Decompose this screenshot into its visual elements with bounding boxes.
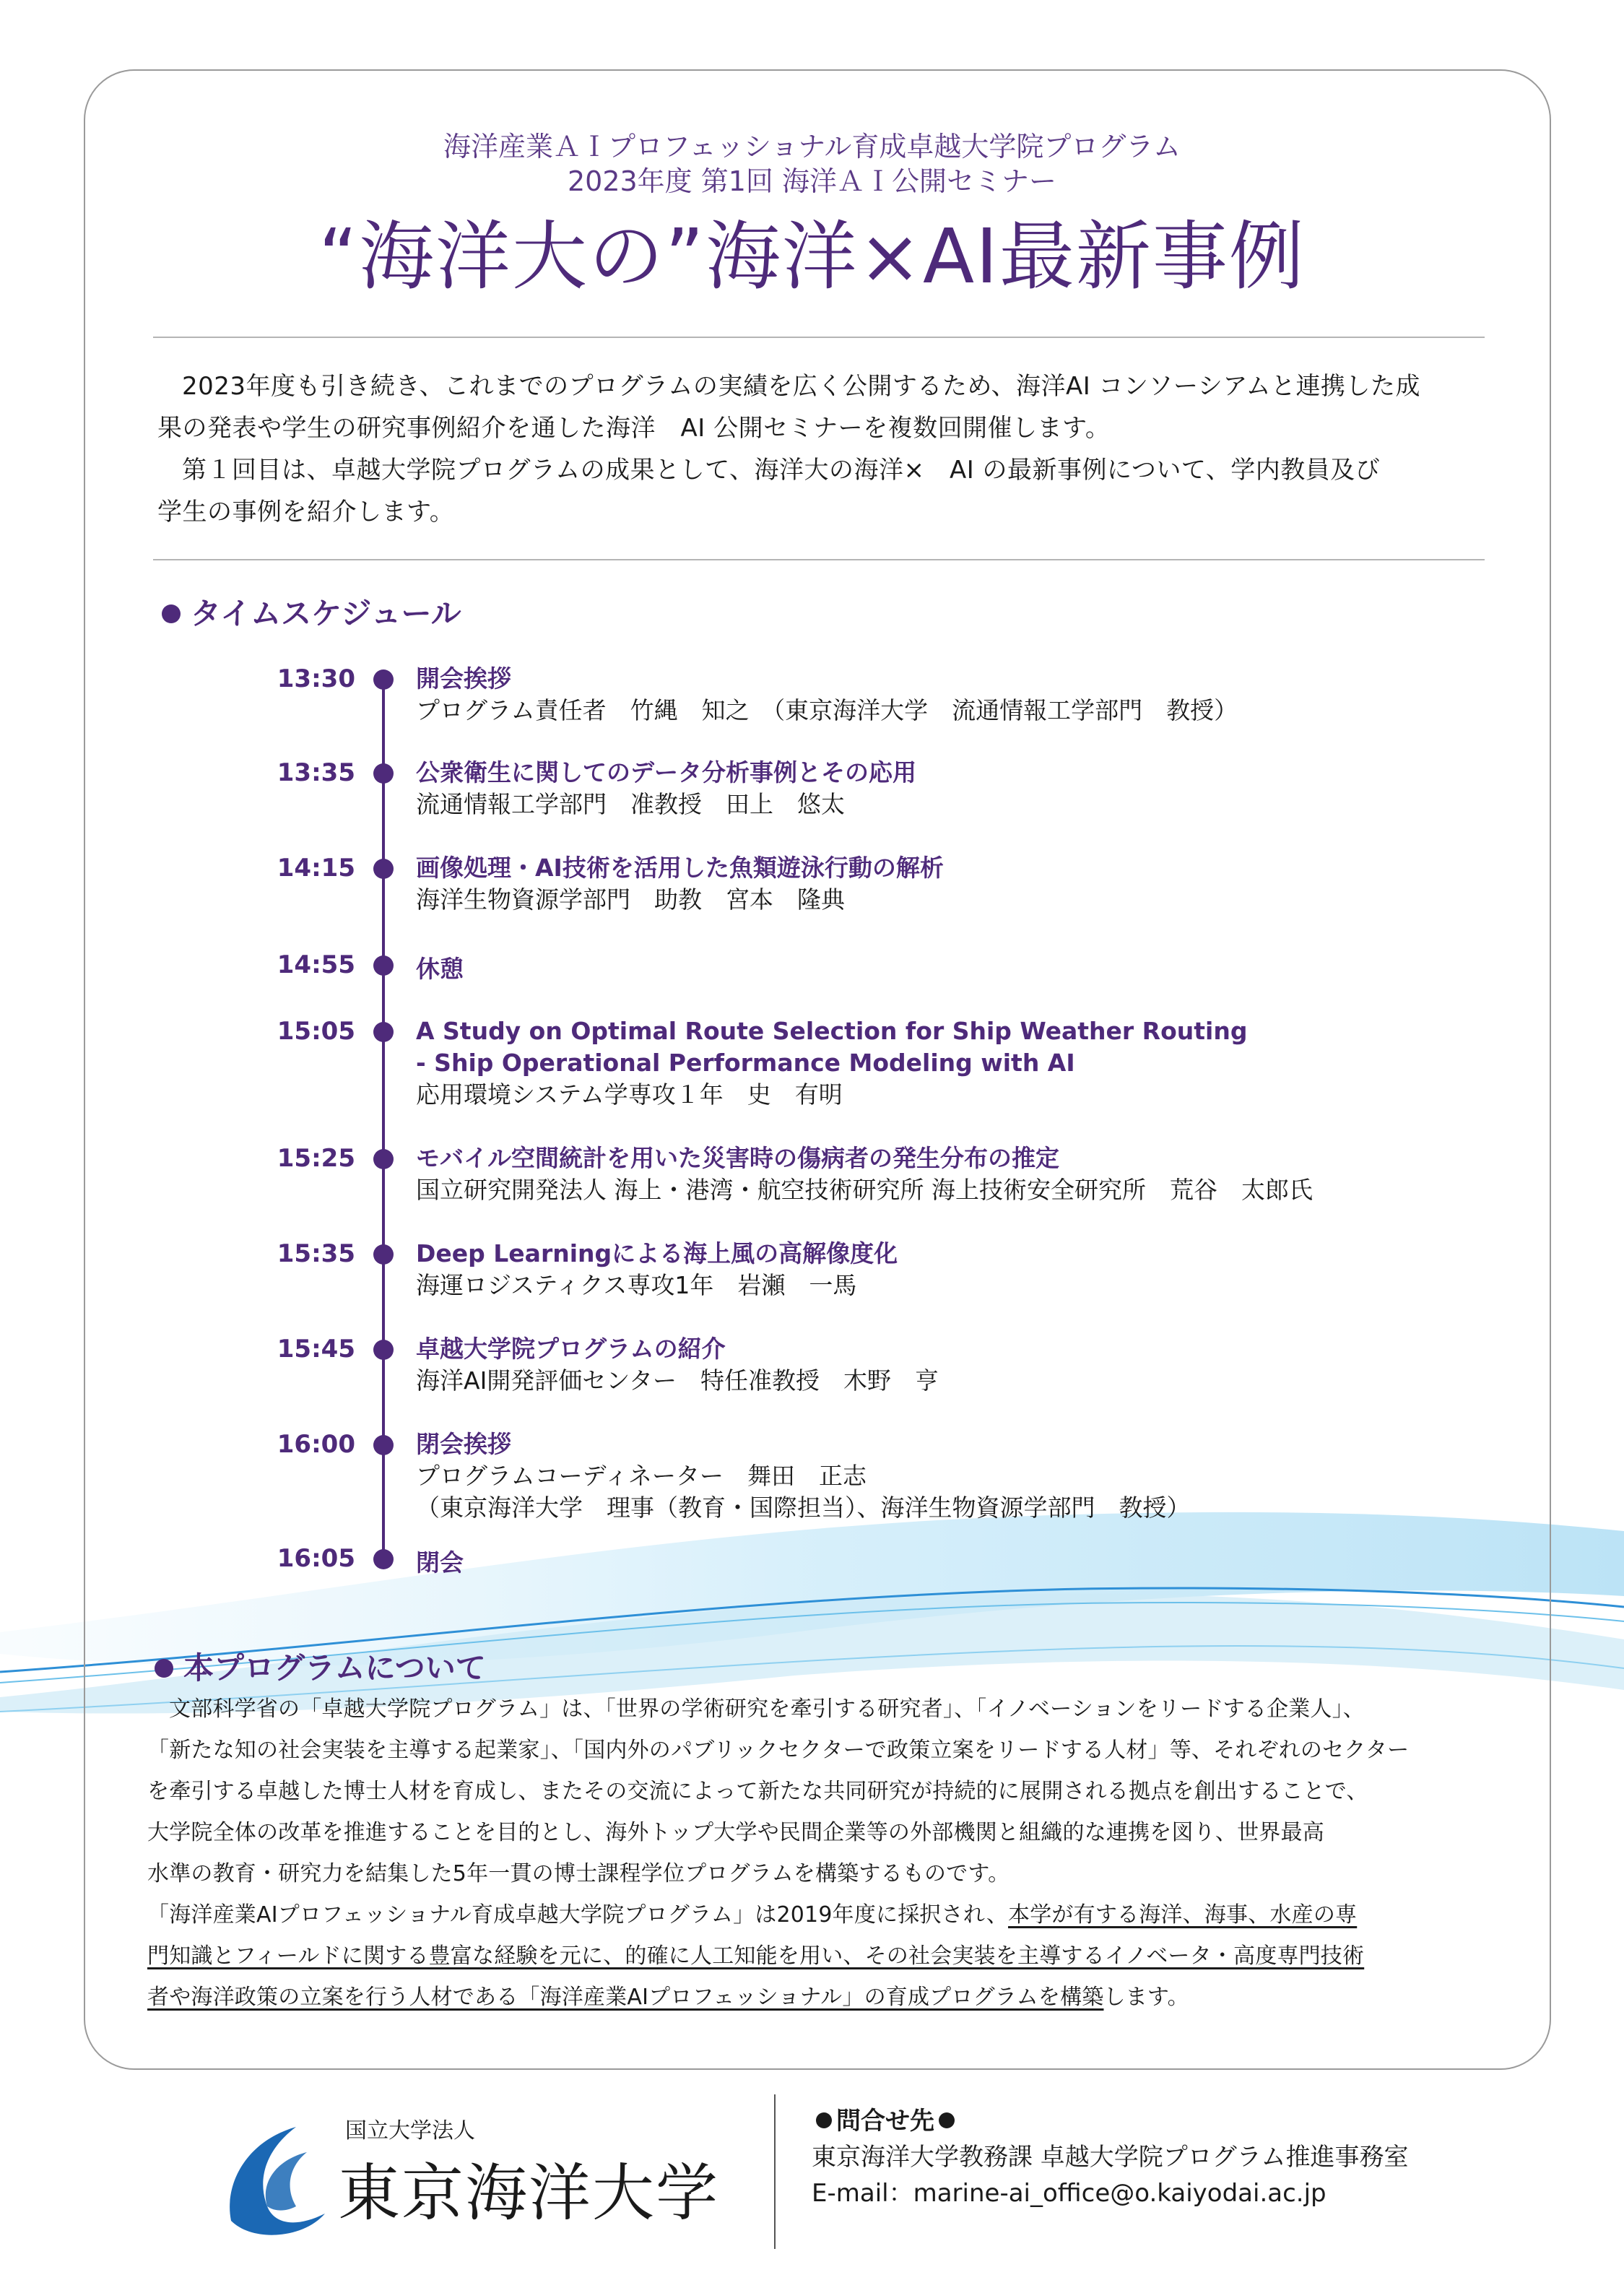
schedule-title-line2: - Ship Operational Performance Modeling with AI xyxy=(416,1049,1075,1077)
about-line: 大学院全体の改革を推進することを目的とし、海外トップ大学や民間企業等の外部機関と組織的な連携を図り、世界最高 xyxy=(147,1820,1324,1845)
schedule-time: 15:35 xyxy=(277,1239,355,1268)
contact-email[interactable]: E-mail：marine-ai_office@o.kaiyodai.ac.jp xyxy=(812,2179,1326,2208)
timeline-dot xyxy=(373,1340,394,1360)
schedule-speaker: 流通情報工学部門 准教授 田上 悠太 xyxy=(416,790,845,818)
schedule-title: A Study on Optimal Route Selection for Ship Weather Routing xyxy=(416,1017,1248,1045)
about-heading: 本プログラムについて xyxy=(155,1648,486,1689)
intro-line: 果の発表や学生の研究事例紹介を通した海洋 AI 公開セミナーを複数回開催します。 xyxy=(157,414,1111,443)
schedule-heading: タイムスケジュール xyxy=(162,594,461,634)
about-line: 水準の教育・研究力を結集した5年一貫の博士課程学位プログラムを構築するものです。 xyxy=(147,1861,1010,1886)
schedule-title: 開会挨拶 xyxy=(416,664,511,693)
schedule-speaker: プログラムコーディネーター 舞田 正志 xyxy=(416,1462,867,1490)
contact-office: 東京海洋大学教務課 卓越大学院プログラム推進事務室 xyxy=(812,2143,1409,2172)
intro-line: 第１回目は、卓越大学院プログラムの成果として、海洋大の海洋× AI の最新事例について、学内教員及び xyxy=(182,456,1381,485)
about-text xyxy=(147,1689,1483,2018)
timeline-dot xyxy=(373,1549,394,1569)
schedule-speaker-affiliation: （東京海洋大学 理事（教育・国際担当）、海洋生物資源学部門 教授） xyxy=(416,1494,1191,1522)
divider-middle xyxy=(153,559,1485,560)
schedule-speaker: 海洋AI開発評価センター 特任准教授 木野 亨 xyxy=(416,1366,939,1395)
program-name: 海洋産業ＡＩプロフェッショナル育成卓越大学院プログラム xyxy=(443,131,1181,162)
about-line xyxy=(147,1936,1483,1977)
intro-line: 学生の事例を紹介します。 xyxy=(157,498,455,526)
footer-divider xyxy=(774,2094,776,2249)
schedule-speaker: 国立研究開発法人 海上・港湾・航空技術研究所 海上技術安全研究所 荒谷 太郎氏 xyxy=(416,1176,1313,1204)
logo-name: 東京海洋大学 xyxy=(338,2157,719,2229)
schedule-time: 13:35 xyxy=(277,758,355,787)
logo-subtitle: 国立大学法人 xyxy=(345,2118,475,2144)
timeline-dot xyxy=(373,1435,394,1455)
schedule-time: 15:45 xyxy=(277,1335,355,1364)
underlined-text: 者や海洋政策の立案を行う人材である「海洋産業AIプロフェッショナル」の育成プログラムを構築 xyxy=(147,1985,1104,2010)
schedule-title: 閉会 xyxy=(416,1548,464,1577)
timeline-line xyxy=(382,676,385,1561)
timeline-dot xyxy=(373,955,394,976)
schedule-time: 14:55 xyxy=(277,950,355,979)
contact-block xyxy=(812,2103,1408,2211)
bullet-icon xyxy=(155,1659,173,1678)
bullet-icon xyxy=(816,2112,832,2128)
schedule-speaker: 海運ロジスティクス専攻1年 岩瀬 一馬 xyxy=(416,1271,857,1299)
about-line: 「新たな知の社会実装を主導する起業家」、「国内外のパブリックセクターで政策立案をリードする人材」等、それぞれのセクター xyxy=(147,1738,1410,1763)
underlined-text: 門知識とフィールドに関する豊富な経験を元に、的確に人工知能を用い、その社会実装を主導するイノベータ・高度専門技術 xyxy=(147,1943,1365,1969)
schedule-title: Deep Learningによる海上風の高解像度化 xyxy=(416,1239,898,1267)
about-line: 者や海洋政策の立案を行う人材である「海洋産業AIプロフェッショナル」の育成プログラムを構築します。 xyxy=(147,1985,1189,2010)
timeline-dot xyxy=(373,669,394,690)
timeline-dot xyxy=(373,763,394,784)
intro-line: 2023年度も引き続き、これまでのプログラムの実績を広く公開するため、海洋AI コンソーシアムと連携した成 xyxy=(182,372,1420,401)
about-line: 「海洋産業AIプロフェッショナル育成卓越大学院プログラム」は2019年度に採択され、本学が有する海洋、海事、水産の専 xyxy=(147,1902,1358,1928)
schedule-time: 15:05 xyxy=(277,1017,355,1046)
schedule-title: 閉会挨拶 xyxy=(416,1430,511,1458)
intro-text xyxy=(157,365,1486,533)
page-title: “海洋大の”海洋×AI最新事例 xyxy=(318,212,1306,300)
schedule-time: 13:30 xyxy=(277,664,355,693)
schedule-speaker: 応用環境システム学専攻１年 史 有明 xyxy=(416,1080,843,1109)
schedule-title: モバイル空間統計を用いた災害時の傷病者の発生分布の推定 xyxy=(416,1144,1059,1172)
timeline-dot xyxy=(373,1149,394,1169)
schedule-time: 14:15 xyxy=(277,854,355,883)
schedule-time: 16:00 xyxy=(277,1430,355,1459)
schedule-title: 卓越大学院プログラムの紹介 xyxy=(416,1335,726,1363)
bullet-icon xyxy=(162,604,181,623)
schedule-title: 画像処理・AI技術を活用した魚類遊泳行動の解析 xyxy=(416,854,944,882)
contact-heading: 問合せ先 xyxy=(812,2103,1408,2139)
timeline-dot xyxy=(373,1244,394,1265)
schedule-time: 16:05 xyxy=(277,1544,355,1573)
underlined-text: 本学が有する海洋、海事、水産の専 xyxy=(1008,1902,1358,1928)
bullet-icon xyxy=(939,2112,955,2128)
divider-top xyxy=(153,337,1485,338)
schedule-speaker: プログラム責任者 竹縄 知之 （東京海洋大学 流通情報工学部門 教授） xyxy=(416,696,1238,724)
university-logo xyxy=(217,2112,737,2235)
schedule-title: 公衆衛生に関してのデータ分析事例とその応用 xyxy=(416,758,916,786)
schedule-title: 休憩 xyxy=(416,955,464,983)
timeline-dot xyxy=(373,1022,394,1042)
seminar-name: 2023年度 第1回 海洋ＡＩ公開セミナー xyxy=(567,165,1057,197)
about-line: 文部科学省の「卓越大学院プログラム」は、「世界の学術研究を牽引する研究者」、「イノベーションをリードする企業人」、 xyxy=(169,1696,1365,1722)
timeline-dot xyxy=(373,859,394,879)
schedule-speaker: 海洋生物資源学部門 助教 宮本 隆典 xyxy=(416,885,845,914)
about-line: を牽引する卓越した博士人材を育成し、またその交流によって新たな共同研究が持続的に展開される拠点を創出することで、 xyxy=(147,1779,1368,1804)
wave-emblem-icon xyxy=(217,2120,339,2242)
schedule-time: 15:25 xyxy=(277,1144,355,1173)
